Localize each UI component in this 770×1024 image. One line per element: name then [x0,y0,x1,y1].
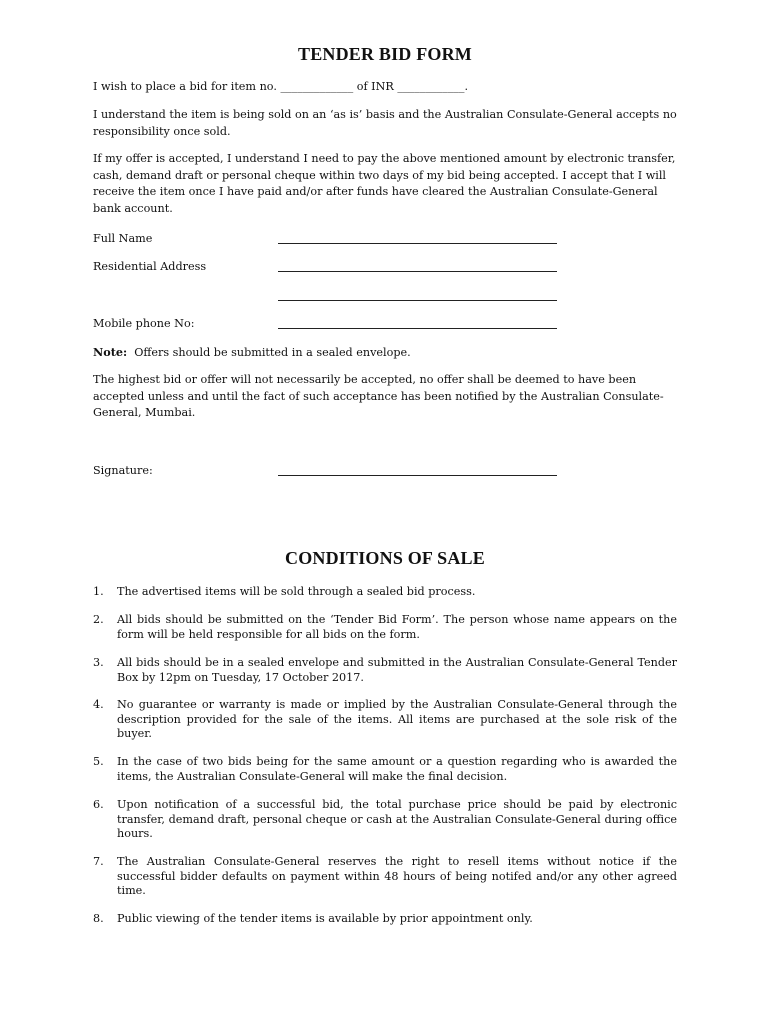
full-name-field[interactable] [278,243,557,244]
mobile-phone-field[interactable] [278,328,557,329]
condition-item [93,585,677,600]
residential-address-field-1[interactable] [278,271,557,272]
condition-item [93,912,677,927]
condition-number: 1. [93,585,104,598]
conditions-title: CONDITIONS OF SALE [285,548,485,568]
mobile-phone-label: Mobile phone No: [93,317,195,330]
condition-number: 5. [93,755,104,768]
bid-line: I wish to place a bid for item no. _____________ of INR ____________. [93,80,469,93]
full-name-label: Full Name [93,232,153,245]
payment-paragraph: If my offer is accepted, I understand I need to pay the above mentioned amount by electronic transfer, cash, demand draft or personal cheque within two days of my bid being accepted. I accept that I will receive the item once I have paid and/or after funds have cleared the Australian Consulate-General bank account. [93,152,676,215]
condition-text: In the case of two bids being for the same amount or a question regarding who is awarded the items, the Australian Consulate-General will make the final decision. [117,755,677,783]
condition-number: 4. [93,698,104,711]
acceptance-paragraph: The highest bid or offer will not necessarily be accepted, no offer shall be deemed to have been accepted unless and until the fact of such acceptance has been notified by the Australian Consulate-General, Mumbai. [93,373,664,419]
note-label: Note: [93,345,128,359]
condition-item [93,613,677,642]
condition-item [93,656,677,685]
condition-text: The advertised items will be sold through a sealed bid process. [117,585,476,598]
condition-text: Upon notification of a successful bid, the total purchase price should be paid by electronic transfer, demand draft, personal cheque or cash at the Australian Consulate-General during office hours. [117,798,677,840]
note-text: Offers should be submitted in a sealed envelope. [134,346,411,359]
condition-number: 6. [93,798,104,811]
form-title: TENDER BID FORM [297,44,472,64]
condition-item [93,698,677,742]
note [93,344,677,362]
residential-address-field-2[interactable] [278,300,557,301]
condition-number: 2. [93,613,104,626]
residential-address-label: Residential Address [93,260,207,273]
condition-item [93,855,677,899]
signature-label: Signature: [93,464,153,477]
condition-text: No guarantee or warranty is made or implied by the Australian Consulate-General through the description provided for the sale of the items. All items are purchased at the sole risk of the buyer. [117,698,677,740]
condition-text: All bids should be submitted on the ‘Tender Bid Form’. The person whose name appears on the form will be held responsible for all bids on the form. [117,613,677,641]
condition-text: All bids should be in a sealed envelope and submitted in the Australian Consulate-General Tender Box by 12pm on Tuesday, 17 October 2017. [117,656,677,684]
condition-text: The Australian Consulate-General reserves the right to resell items without notice if the successful bidder defaults on payment within 48 hours of being notifed and/or any other agreed time. [117,855,677,897]
signature-field[interactable] [278,475,557,476]
condition-number: 3. [93,656,104,669]
as-is-paragraph: I understand the item is being sold on an ‘as is’ basis and the Australian Consulate-General accepts no responsibility once sold. [93,108,677,138]
condition-number: 7. [93,855,104,868]
condition-number: 8. [93,912,104,925]
condition-text: Public viewing of the tender items is available by prior appointment only. [117,912,533,925]
condition-item [93,755,677,784]
condition-item [93,798,677,842]
